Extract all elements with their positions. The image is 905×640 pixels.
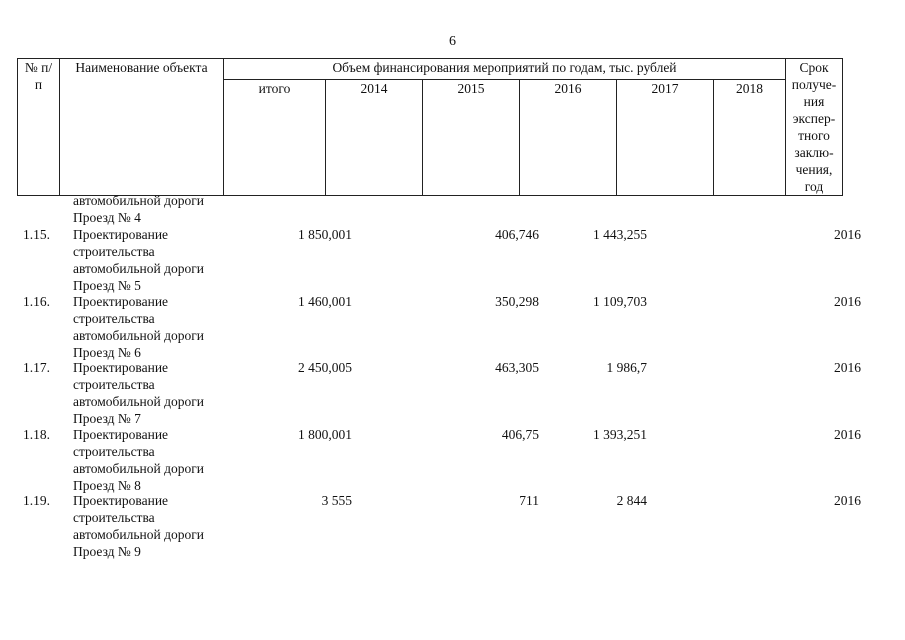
row-number: 1.16.	[23, 293, 50, 309]
row-number: 1.15.	[23, 227, 50, 242]
continuation-line-1: автомобильной дороги	[73, 193, 204, 208]
row-name-line: Проезд № 7	[73, 411, 141, 426]
header-year-2018: 2018	[714, 80, 786, 196]
header-term-line: экспер-	[792, 111, 836, 126]
row-name-line: автомобильной дороги	[73, 261, 204, 276]
row-name-line: автомобильной дороги	[73, 527, 204, 542]
row-total: 1 800,001	[298, 426, 352, 442]
row-name	[73, 293, 243, 361]
row-2016: 1 986,7	[606, 360, 647, 375]
header-term	[786, 59, 843, 196]
row-2016: 1 393,251	[593, 426, 647, 442]
row-2016: 1 109,703	[593, 293, 647, 309]
row-name-line: Проектирование	[73, 493, 169, 508]
row-number: 1.17.	[23, 360, 50, 375]
row-name-line: строительства	[73, 377, 155, 392]
row-name-line: автомобильной дороги	[73, 460, 204, 476]
row-term: 2016	[834, 426, 861, 442]
header-year-2015: 2015	[423, 80, 520, 196]
row-name-line: Проезд № 5	[73, 278, 141, 293]
row-name-line: Проектирование	[73, 426, 169, 442]
row-name-line: Проезд № 6	[73, 344, 141, 360]
header-year-2017: 2017	[617, 80, 714, 196]
row-name-line: Проектирование	[73, 293, 169, 309]
header-total: итого	[224, 80, 326, 196]
row-name-line: Проезд № 9	[73, 544, 141, 559]
row-term: 2016	[834, 293, 861, 309]
continuation-line-2: Проезд № 4	[73, 210, 141, 225]
row-total: 3 555	[321, 493, 352, 508]
row-total: 2 450,005	[298, 360, 352, 375]
header-name: Наименование объекта	[60, 59, 224, 196]
row-name-line: строительства	[73, 510, 155, 525]
row-2015: 711	[519, 493, 539, 508]
row-number: 1.18.	[23, 426, 50, 442]
table-header	[17, 58, 843, 196]
header-num	[18, 59, 60, 196]
row-term: 2016	[834, 227, 861, 242]
header-term-line: год	[804, 179, 824, 194]
header-term-line: получе-	[791, 77, 837, 92]
header-year-2014: 2014	[326, 80, 423, 196]
header-term-line: тного	[798, 128, 830, 143]
row-2015: 463,305	[495, 360, 539, 375]
row-2015: 406,746	[495, 227, 539, 242]
header-term-line: ния	[803, 94, 825, 109]
header-funding: Объем финансирования мероприятий по годам, тыс. рублей	[224, 59, 786, 80]
row-2015: 406,75	[501, 426, 539, 442]
row-name-line: строительства	[73, 310, 155, 326]
header-num-label: № п/п	[24, 60, 53, 92]
row-name	[73, 492, 243, 560]
header-term-line: чения,	[795, 162, 833, 177]
row-2016: 1 443,255	[593, 227, 647, 242]
header-term-line: Срок	[799, 60, 829, 75]
page-number: 6	[449, 34, 456, 49]
row-name	[73, 359, 243, 427]
row-2015: 350,298	[495, 293, 539, 309]
row-name-line: строительства	[73, 244, 155, 259]
row-number: 1.19.	[23, 493, 50, 508]
row-name-line: строительства	[73, 443, 155, 459]
row-total: 1 850,001	[298, 227, 352, 242]
row-name-line: Проектирование	[73, 360, 169, 375]
row-name-line: Проектирование	[73, 227, 169, 242]
row-total: 1 460,001	[298, 293, 352, 309]
row-name-line: Проезд № 8	[73, 477, 141, 493]
header-year-2016: 2016	[520, 80, 617, 196]
row-name-line: автомобильной дороги	[73, 327, 204, 343]
row-name	[73, 226, 243, 294]
row-term: 2016	[834, 360, 861, 375]
row-term: 2016	[834, 493, 861, 508]
row-name-line: автомобильной дороги	[73, 394, 204, 409]
row-2016: 2 844	[616, 493, 647, 508]
header-term-line: заклю-	[794, 145, 834, 160]
row-name	[73, 426, 243, 494]
